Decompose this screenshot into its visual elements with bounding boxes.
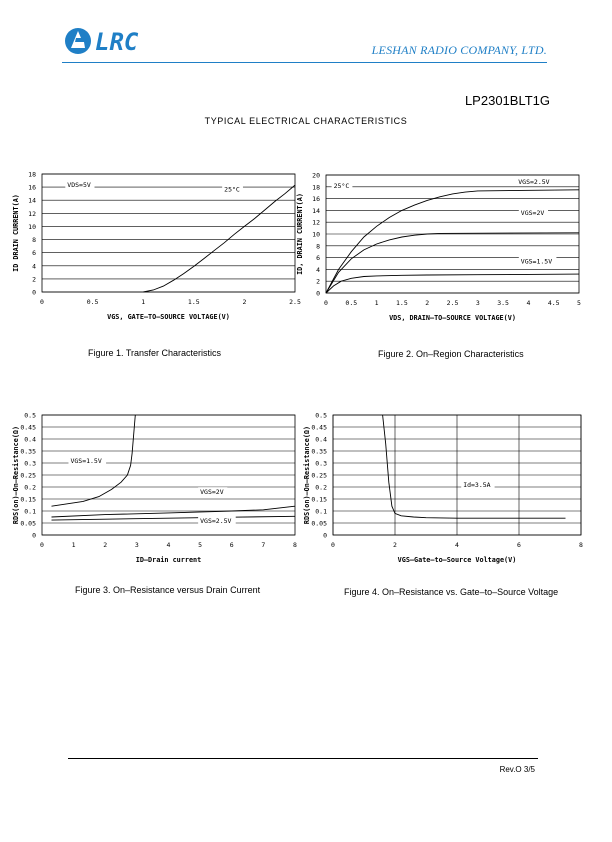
series-line [326, 190, 579, 293]
x-tick-label: 2 [425, 299, 430, 307]
series-line [383, 415, 566, 518]
y-tick-label: 10 [312, 230, 320, 239]
y-tick-label: 8 [32, 236, 36, 245]
chart-transfer-characteristics [0, 160, 305, 325]
y-tick-label: 6 [316, 254, 320, 263]
y-tick-label: 12 [312, 218, 320, 227]
y-tick-label: 0.1 [24, 507, 36, 516]
y-tick-label: 0 [32, 531, 36, 540]
figure-3-caption: Figure 3. On–Resistance versus Drain Current [75, 585, 261, 595]
figure-4-caption: Figure 4. On–Resistance vs. Gate–to–Source Voltage [344, 587, 559, 597]
x-tick-label: 6 [229, 541, 234, 549]
annotation-label: VDS=5V [67, 181, 91, 190]
x-tick-label: 0.5 [86, 298, 99, 306]
x-tick-label: 4.5 [547, 299, 560, 307]
x-tick-label: 4 [166, 541, 171, 549]
x-tick-label: 0 [324, 299, 328, 307]
y-tick-label: 6 [32, 249, 36, 258]
annotation-label: Id=3.5A [463, 481, 491, 489]
footer-divider [68, 758, 538, 759]
y-tick-label: 0.3 [315, 459, 327, 468]
x-tick-label: 1 [141, 298, 146, 306]
y-tick-label: 0 [316, 289, 320, 298]
x-tick-label: 2 [103, 541, 108, 549]
part-number: LP2301BLT1G [464, 93, 550, 108]
y-tick-label: 0.5 [315, 411, 327, 420]
chart-on-resistance-vs-drain-current [0, 400, 305, 565]
y-tick-label: 0.4 [315, 435, 327, 444]
y-tick-label: 14 [312, 206, 320, 215]
chart-on-region-characteristics [298, 160, 595, 325]
y-tick-label: 10 [28, 222, 36, 231]
y-tick-label: 0.5 [24, 411, 36, 420]
x-tick-label: 6 [517, 541, 521, 549]
y-tick-label: 2 [32, 275, 36, 284]
y-tick-label: 0.35 [311, 447, 327, 456]
y-tick-label: 0.25 [311, 471, 327, 480]
x-tick-label: 1.5 [187, 298, 200, 306]
x-tick-label: 1 [71, 541, 76, 549]
y-tick-label: 12 [28, 209, 36, 218]
x-tick-label: 5 [198, 541, 203, 549]
annotation-label: VGS=1.5V [520, 257, 553, 266]
x-axis-label: VGS–Gate–to–Source Voltage(V) [397, 556, 517, 564]
annotation-label: 25°C [224, 185, 240, 194]
x-tick-label: 0.5 [345, 299, 358, 307]
figure-1-caption: Figure 1. Transfer Characteristics [88, 348, 222, 358]
annotation-label: VGS=2V [200, 488, 224, 497]
x-tick-label: 1 [374, 299, 379, 307]
x-tick-label: 3 [134, 541, 139, 549]
y-tick-label: 0.15 [311, 495, 327, 504]
section-title: TYPICAL ELECTRICAL CHARACTERISTICS [204, 116, 408, 126]
x-tick-label: 0 [40, 541, 44, 549]
y-axis-label: ID, DRAIN CURRENT(A) [296, 193, 304, 275]
series-line [52, 516, 296, 520]
logo-text: LRC [95, 28, 139, 56]
x-tick-label: 0 [40, 298, 44, 306]
x-tick-label: 2.5 [289, 298, 301, 306]
x-tick-label: 0 [331, 541, 335, 549]
annotation-label: VGS=2.5V [200, 517, 232, 525]
y-tick-label: 2 [316, 277, 320, 286]
company-name: LESHAN RADIO COMPANY, LTD. [371, 43, 547, 57]
series-line [52, 506, 296, 517]
y-tick-label: 0 [323, 531, 327, 540]
y-tick-label: 0.05 [20, 519, 36, 528]
x-axis-label: VDS, DRAIN–TO–SOURCE VOLTAGE(V) [389, 314, 516, 322]
chart-on-resistance-vs-gate-voltage [298, 400, 595, 565]
company-logo [62, 22, 182, 62]
x-tick-label: 4 [526, 299, 531, 307]
x-tick-label: 2 [393, 541, 397, 549]
figure-2-caption: Figure 2. On–Region Characteristics [378, 349, 524, 359]
x-tick-label: 2 [242, 298, 247, 306]
annotation-label: VGS=1.5V [70, 457, 102, 465]
annotation-label: 25°C [333, 181, 350, 190]
y-tick-label: 4 [316, 265, 320, 274]
y-tick-label: 0.2 [315, 483, 327, 492]
y-tick-label: 4 [32, 262, 36, 271]
y-tick-label: 0.15 [20, 495, 36, 504]
y-axis-label: RDS(on)–On–Resistance(Ω) [303, 425, 311, 525]
y-tick-label: 0.35 [20, 447, 36, 456]
x-tick-label: 5 [577, 299, 581, 307]
y-tick-label: 14 [28, 196, 36, 205]
x-tick-label: 3 [475, 299, 480, 307]
x-tick-label: 7 [261, 541, 266, 549]
annotation-label: VGS=2.5V [518, 177, 550, 186]
y-tick-label: 16 [28, 183, 36, 192]
y-tick-label: 0.2 [24, 483, 36, 492]
x-tick-label: 8 [579, 541, 583, 549]
y-tick-label: 0.45 [20, 423, 36, 432]
x-axis-label: ID–Drain current [135, 556, 202, 564]
y-tick-label: 0.4 [24, 435, 36, 444]
x-tick-label: 8 [293, 541, 297, 549]
y-tick-label: 0.45 [311, 423, 327, 432]
y-tick-label: 8 [316, 242, 320, 251]
y-tick-label: 0.05 [311, 519, 327, 528]
annotation-label: VGS=2V [520, 209, 545, 218]
series-line [326, 274, 579, 293]
series-line [143, 185, 295, 292]
plot-frame [42, 174, 295, 292]
x-tick-label: 1.5 [396, 299, 408, 307]
x-tick-label: 2.5 [446, 299, 459, 307]
y-tick-label: 18 [28, 170, 36, 179]
x-axis-label: VGS, GATE–TO–SOURCE VOLTAGE(V) [107, 313, 230, 321]
y-tick-label: 0.1 [315, 507, 327, 516]
y-tick-label: 0 [32, 288, 36, 297]
header-divider [62, 62, 547, 63]
y-axis-label: RDS(on)–On–Resistance(Ω) [12, 425, 20, 525]
y-axis-label: ID DRAIN CURRENT(A) [12, 194, 20, 272]
y-tick-label: 0.25 [20, 471, 36, 480]
y-tick-label: 20 [312, 171, 320, 180]
x-tick-label: 3.5 [497, 299, 509, 307]
page-revision: Rev.O 3/5 [499, 765, 535, 774]
x-tick-label: 4 [455, 541, 459, 549]
y-tick-label: 0.3 [24, 459, 36, 468]
y-tick-label: 18 [312, 183, 320, 192]
y-tick-label: 16 [312, 195, 320, 204]
